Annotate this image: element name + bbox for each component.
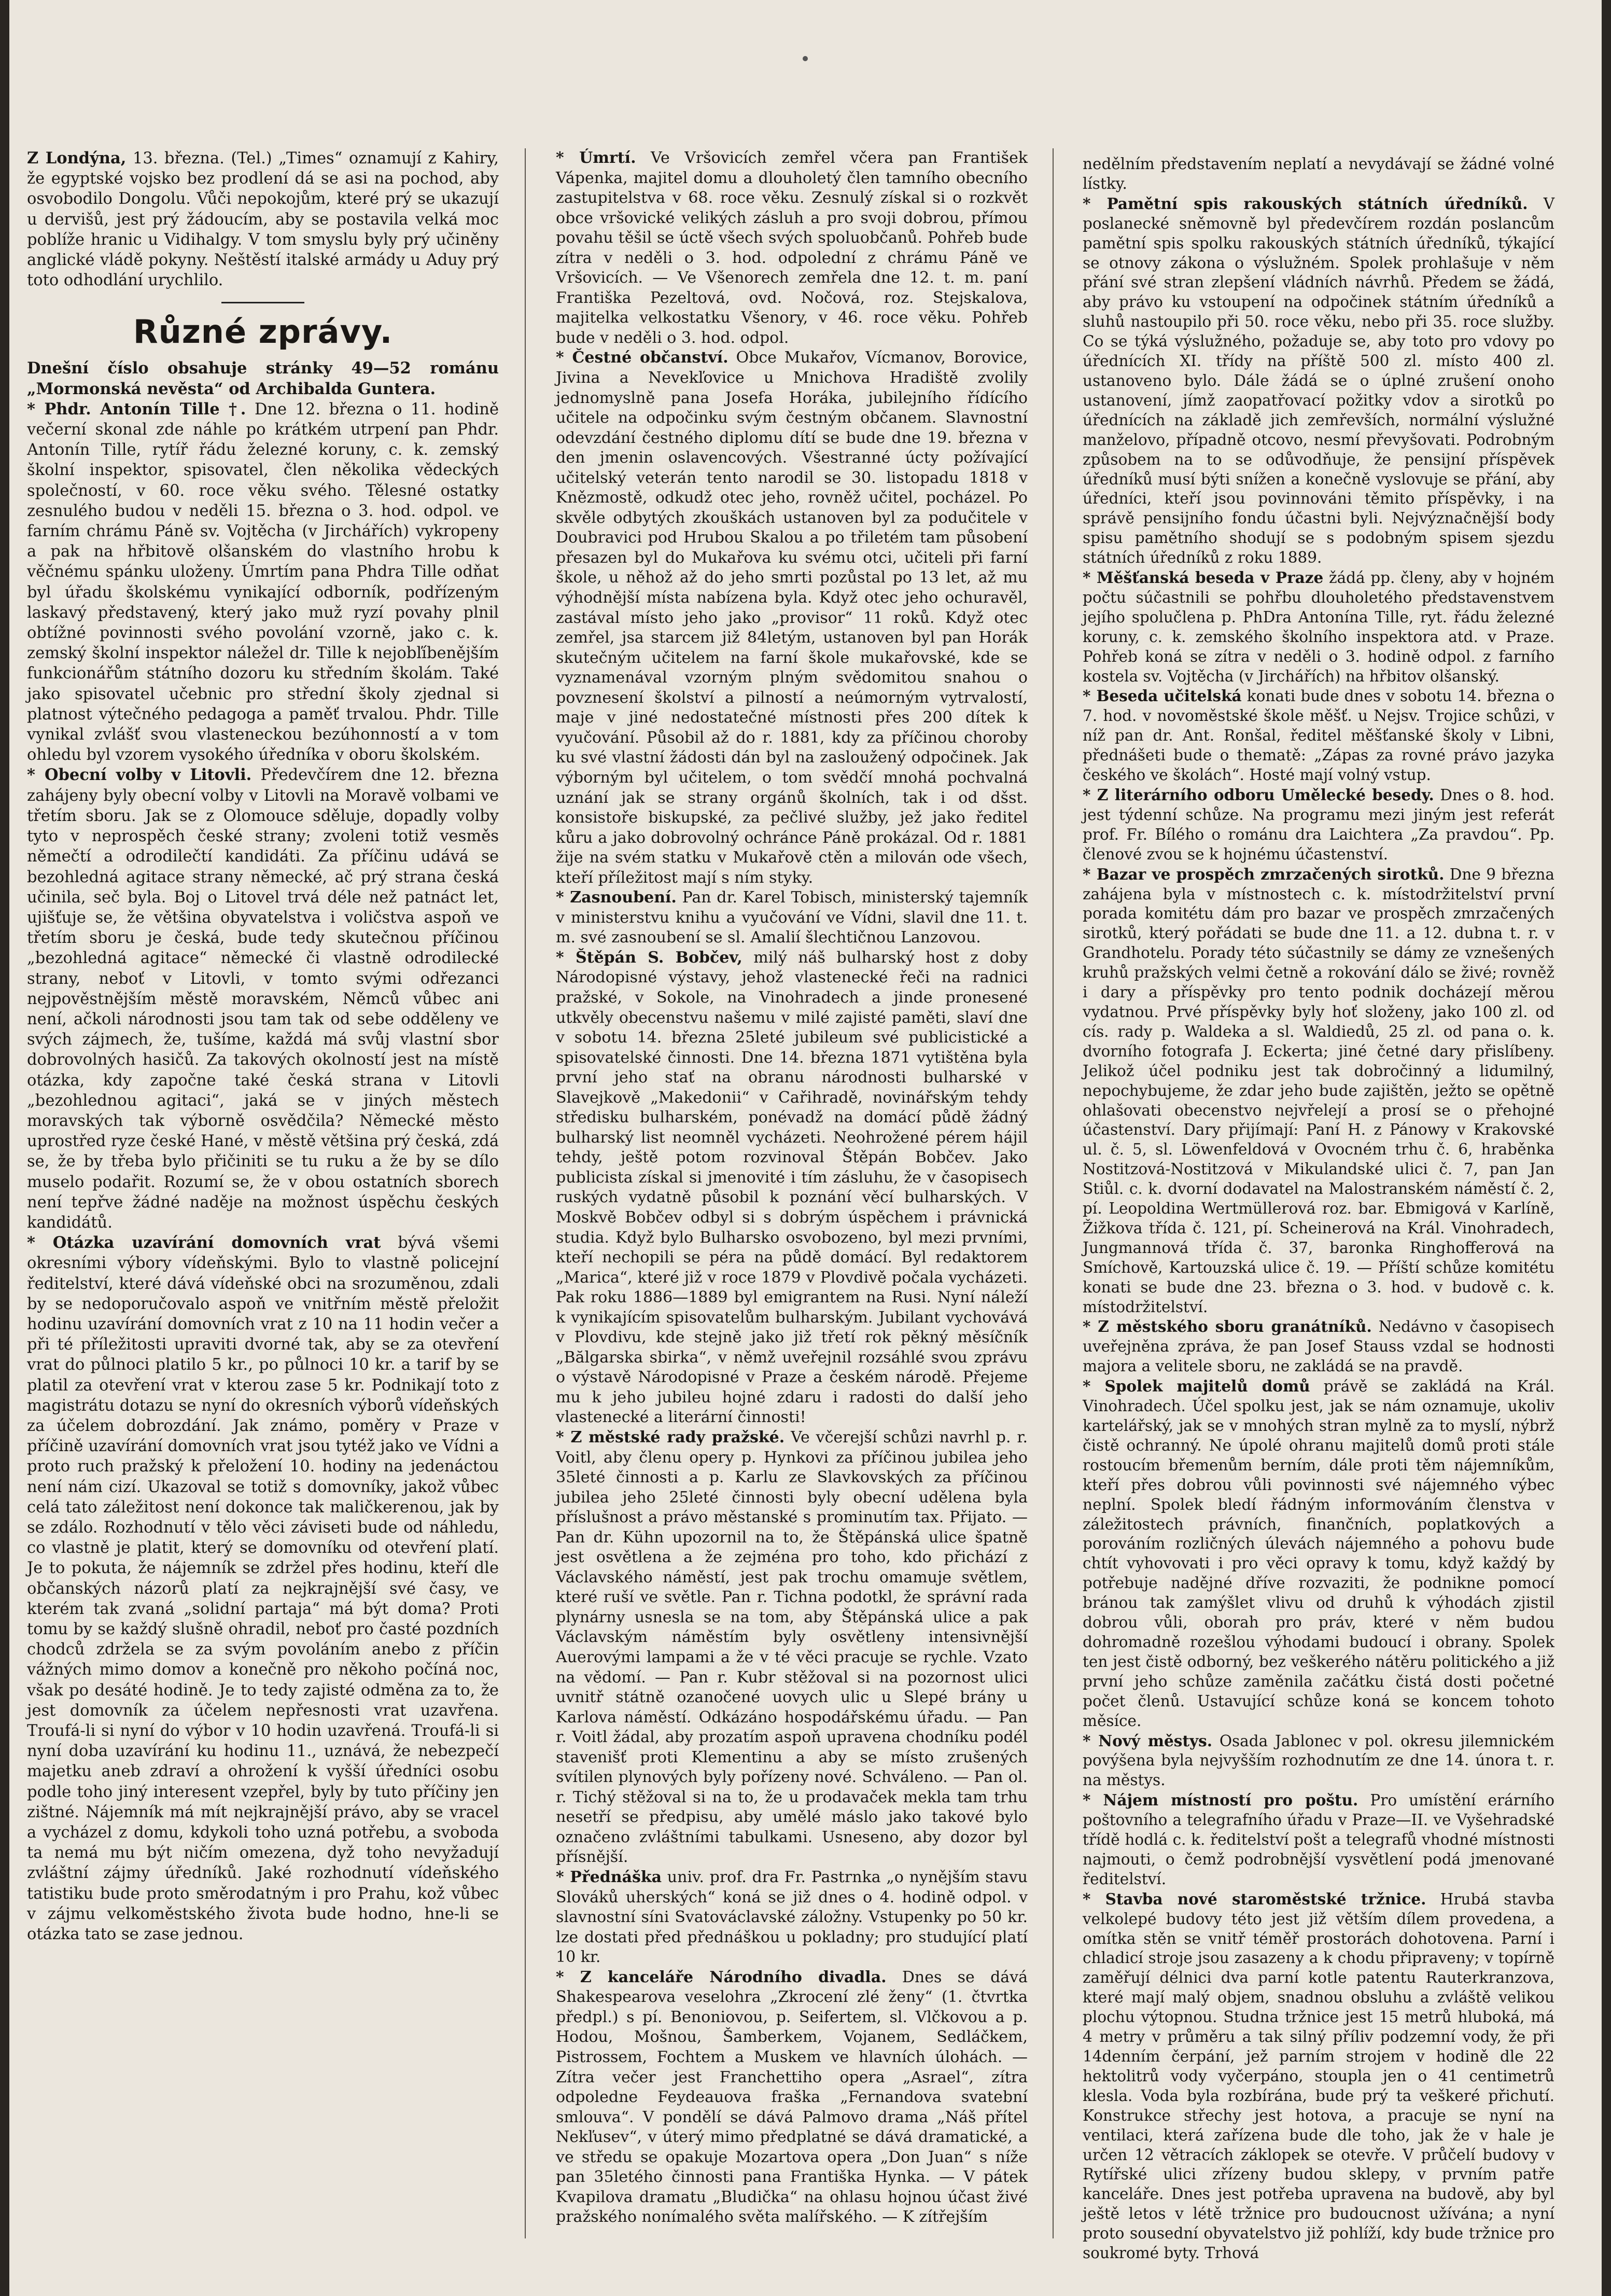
column-rule [525, 148, 526, 2238]
article-rady [556, 1428, 1028, 1868]
article-literarni [1083, 785, 1554, 865]
article-lead: * Zasnoubení. [556, 888, 677, 907]
article-body: Dnes o 8. hod. jest týdenní schůze. Na programu mezi jiným jest referát prof. Fr. Bílého o románu dra Laichtera „Za pravdou“. Pp. členové zvou se k hojnému účastenství. [1083, 786, 1554, 863]
article-body: Pro umístění erárního poštovního a telegrafního úřadu v Praze—II. ve Vyšehradské třídě hodlá c. k. ředitelství pošt a telegrafů vhodné místnosti najmouti, o čemž podrobnější vysvětlení podá jmenované ředitelství. [1083, 1791, 1554, 1888]
article-lead: * Čestné občanství. [556, 349, 729, 367]
article-lead: * Nájem místností pro poštu. [1083, 1791, 1358, 1810]
article-beseda [1083, 568, 1554, 686]
article-spis [1083, 194, 1554, 568]
scan-edge-right [1602, 0, 1611, 2296]
section-title: Různé zprávy. [133, 313, 393, 351]
article-lead: * Spolek majitelů domů [1083, 1377, 1310, 1396]
article-body: bývá všemi okresními výbory vídeňskými. Bylo to vlastně policejní ředitelství, které dává vídeňské obci na srozuměnou, zdali by se nedoporučovalo aspoň ve vnitřním městě přeložit hodinu uzavírání domovních vrat z 10 na 11 hodin večer a při té příležitosti upraviti dvorné tak, aby se za otevření vrat do půlnoci platilo 5 kr., po půlnoci 10 kr. a tarif by se platil za otevření vrat v kterou zase 5 kr. Podnikají toto z magistrátu dotazu se nyní do okresních výborů vídeňských za účelem dobrozdání. Jak známo, poměry v Praze v příčině uzavírání domovních vrat jsou tytéž jako ve Vídni a proto ruch pražský k přeložení 10. hodiny na jedenáctou není nám cizí. Ukazoval se totiž s domovníky, jakož vůbec celá tato záležitost není dokonce tak maličkerenou, jak by se zdálo. Rozhodnutí v tělo věci záviseti bude od náhledu, co vlastně je platit, který se domovníku od otevření platí. Je to pokuta, že nájemník se zdržel přes hodinu, kteří dle občanských názorů platí za nejkrajnější své časy, ve kterém tak zvaná „solidní partaja“ má být doma? Proti tomu by se každý slušně ohradil, neboť pro časté pozdních chodců zdržela se za svým povoláním anebo z příčin vážných mimo domov a konečně pro někoho počíná noc, však po desáté hodině. Je to tedy zajisté odměna za to, že jest domovník za účelem nepřesnosti vrat uzavřena. Troufá-li si nyní do výbor v 10 hodin uzavřená. Troufá-li si nyní doba uzavírání ku hodinu 11., uznává, že nebezpečí majetku aneb zdraví a ohrožení k vyšší úředníci osobu podle toho jiný interesent vzepřel, byly by tuto příčiny jen zištné. Nájemník má mít nejkrajnější právo, aby se vracel a vycházel z domu, kdykoli toho uzná potřebu, a svoboda ta nemá mu být ničím omezena, dyž toho nevyžadují zvláštní zájmy úředníků. Jaké rozhodnutí vídeňského tatistiku bude proto směrodatným i pro Prahu, kož vůbec v zájmu velkoměstského života bude hodno, hne-li se otázka tato se zase jednou. [27, 1234, 499, 1944]
article-najem [1083, 1790, 1554, 1889]
article-body: právě se zakládá na Král. Vinohradech. Účel spolku jest, jak se nám oznamuje, ukoliv kartelářský, jak se v mnohých stran mylně za to myslí, nýbrž čistě ochranný. Ne úpolé ohranu majitelů domů proti stále rostoucím břemenům berním, dále proti těm nájemníkům, kteří přes dobrou vůli povinnosti své nájemného výbec neplní. Spolek bledí řádným informováním členstva v záležitostech právních, finančních, poplatkových a porováním rozličných úlevách nájemného a pohovu bude chtít vyhovovati i pro věci opravy k tomu, když každý by potřebuje nadějné dříve rozvaziti, že podnikne pomocí bránou tak zamýšlet vlivu od druhů k výhodách zjistil dobrou vůli, oborah pro práv, které v něm budou dohromadně rozešlou výhodami budoucí i obrany. Spolek ten jest čistě odborný, bez veškerého nátěru politického a již první jeho schůze zaměnila začátku čistá dosti početné počet členů. Ustavující schůze koná se koncem tohoto měsíce. [1083, 1377, 1554, 1730]
issue-note: Dnešní číslo obsahuje stránky 49—52 románu „Mormonská nevěsta“ od Archibalda Guntera. [27, 359, 499, 398]
article-bazar [1083, 865, 1554, 1317]
article-zasnoubeni [556, 888, 1028, 948]
article-lead: * Beseda učitelská [1083, 687, 1242, 705]
article-trznice [1083, 1889, 1554, 2263]
article-ucitelska [1083, 686, 1554, 785]
article-litovel [27, 765, 499, 1233]
article-lead: * Otázka uzavírání domovních vrat [27, 1233, 381, 1253]
article-lead: * Přednáška [556, 1868, 662, 1887]
article-spolek [1083, 1376, 1554, 1731]
article-lead: * Nový městys. [1083, 1731, 1213, 1750]
article-lead: * Stavba nové staroměstské tržnice. [1083, 1889, 1426, 1908]
article-body: Dne 9 března zahájena byla v místnostech c. k. místodržitelství první porada komitétu dám pro bazar ve prospěch zmrzačených sirotků, který pořádati se bude dne 11. a 12. dubna t. r. v Grandhotelu. Porady této súčastnily se dámy ze vznešených kruhů pražských velmi četně a rokování dálo se živé; rovněž i dary a příspěvky pro tento podnik docházejí měrou vydatnou. Prvé příspěvky byly hoť složeny, jako 100 zl. od cís. rady p. Waldeka a sl. Waldiedů, 25 zl. od pana o. k. dvorního fotografa J. Eckerta; jiné četné dary přislíbeny. Jelikož účel podniku jest tak dobročinný a lidumilný, nepochybujeme, že zdar jeho bude zajištěn, ježto se opětně ohlašovati obecenstvo nejvřelejí a prosí se o přehojné účastenství. Dary přijímají: Paní H. z Pánowy v Krakovské ul. č. 5, sl. Löwenfeldová v Ovocném trhu č. 6, hraběnka Nostitzová-Nostitzová v Mikulandské ulici č. 7, pan Jan Stiůl. c. k. dvorní dodavatel na Malostranském náměstí č. 2, pí. Leopoldina Wertmüllerová roz. bar. Ebmigová v Karlíně, Žižkova třída č. 121, pí. Scheinerová na Král. Vinohradech, Jungmannová třída č. 37, baronka Ringhofferová na Smíchově, Kartouzská ulice č. 19. — Příští schůze komitétu konati se bude dne 23. března o 3. hod. v budově c. k. místodržitelství. [1083, 865, 1555, 1316]
article-body: Hrubá stavba velkolepé budovy této jest již větším dílem provedena, a omítka stěn se vnitř téměř prostorách dohotovena. Parní i chladicí stroje jsou zasazeny a k chodu připraveny; v topírně zaměřují délnici dva parní kotle patentu Rauterkranzova, které mají malý objem, snadnou obsluhu a zvláště velikou plochu výtopnou. Studna tržnice jest 15 metrů hluboká, má 4 metry v průměru a tak silný příliv podzemní vody, že při 14denním čerpání, jež parním strojem v hodině dle 22 hektolitrů vody vyčerpáno, stoupla jen o 41 centimetrů klesla. Voda byla rozbírána, bude prý ta veškeré přichutí. Konstrukce střechy jest hotova, a pracuje se nyní na ventilaci, která zařízena bude dle toho, jak že v hale je určen 12 větracích záklopek se otevře. V průčelí budovy v Rytířské ulici zřízeny budou sklepy, v prvním patře kanceláře. Dnes jest potřeba upravena na budově, aby byl ještě letos v létě tržnice pro budoucnost užívána; a nyní proto sousední obyvatelstvo již pohlíží, kdy bude tržnice pro soukromé byty. Trhová [1083, 1890, 1554, 2262]
article-lead: * Obecní volby v Litovli. [27, 766, 252, 785]
article-body: žádá pp. členy, aby v hojném počtu súčastnili se pohřbu dlouholetého představenstvem jejího spolučlena p. PhDra Antonína Tille, ryt. řádu železné koruny, c. k. zemského školního inspektora atd. v Praze. Pohřeb koná se zítra v neděli o 3. hodině odpol. z farního kostela sv. Vojtěcha (v Jirchářích) na hřbitov olšanský. [1083, 569, 1554, 685]
article-divadlo [556, 1968, 1028, 2228]
article-london [27, 148, 499, 290]
article-lead: * Z literárního odboru Umělecké besedy. [1083, 786, 1434, 804]
article-body: univ. prof. dra Fr. Pastrnka „o nynějším stavu Slováků uherských“ koná se již dnes o 4. hodině odpol. v slavnostní síni Svatováclavské záložny. Vstupenky po 50 kr. lze dostati před přednáškou u pokladny; pro studující platí 10 kr. [556, 1868, 1028, 1967]
article-tille [27, 399, 499, 766]
article-lead: * Měšťanská beseda v Praze [1083, 568, 1324, 587]
article-lead: * Z městské rady pražské. [556, 1428, 785, 1446]
article-body: Ve Vršovicích zemřel včera pan František Vápenka, majitel domu a dlouholetý člen tamního obecního zastupitelstva v 68. roce věku. Zesnulý získal si o rozkvět obce vršovické velikých zásluh a pro svoji dobrou, přímou povahu těšil se úctě všech svých spoluobčanů. Pohřeb bude zítra v neděli o 3. hod. odpolední z chrámu Páně ve Vršovicích. — Ve Všenorech zemřela dne 12. t. m. paní Františka Pezeltová, ovd. Nočová, roz. Stejskalova, majitelka velkostatku Všenory, v 46. roce věku. Pohřeb bude v neděli o 3. hod. odpol. [556, 149, 1028, 347]
article-umrti [556, 148, 1028, 348]
article-obcanstvi [556, 348, 1028, 888]
article-body: Pan dr. Karel Tobisch, ministerský tajemník v ministerstvu knihu a vyučování ve Vídni, slavil dne 11. t. m. své zasnoubení se sl. Amalií šlechtičnou Lanzovou. [556, 888, 1028, 947]
article-prednaska [556, 1868, 1028, 1968]
article-lead: Z Londýna, [27, 149, 127, 168]
divider [221, 302, 304, 303]
article-body: V poslanecké sněmovně byl předevčírem rozdán poslancům pamětní spis spolku rakouských státních úředníků, týkající se otnovy zákona o výslužném. Spolek prohlašuje v něm přání své stran zlepšení vládních návrhů. Předem se žádá, aby právo ku vstoupení na odpočinek státním úředníků a sluhů nastoupilo při 50. roce věku, nebo při 35. roce služby. Co se týká výslužného, požaduje se, aby toto pro vdovy po úřednících XI. třídy na příště 500 zl. místo 400 zl. ustanoveno bylo. Dále žádá se o úplné zrušení onoho ustanovení, jímž zaopatřovací požitky vdov a sirotků po úřednících na základě jich zemřevších, normální výslužné manželovo, případně otcovo, nesmí převyšovati. Podrobným způsobem na to se odůvodňuje, že pensijní příspěvek úředníků musí býti snížen a konečně vyslovuje se přání, aby úředníci, kteří jsou povinnováni těmito příspěvky, i na správě pensijního fondu účastni byli. Nejvýznačnější body spisu pamětního shodují se s podobným spisem sjezdu státních úředníků z roku 1889. [1083, 194, 1555, 567]
article-body: Dnes se dává Shakespearova veselohra „Zkrocení zlé ženy“ (1. čtvrtka předpl.) s pí. Benoniovou, p. Seifertem, sl. Vlčkovou a p. Hodou, Mošnou, Šamberkem, Vojanem, Sedláčkem, Pistrossem, Fochtem a Muskem ve hlavních úlohách. — Zítra večer jest Franchettiho opera „Asrael“, zítra odpoledne Feydeauova fraška „Fernandova svatební smlouva“. V pondělí se dává Palmovo drama „Náš přítel Nekľusev“, v úterý mimo předplatné se dává dramatické, a ve středu se opakuje Mozartova opera „Don Juan“ s níže pan 35letého činnosti pana Františka Hynka. — V pátek Kvapilova dramatu „Bludička“ na ohlasu hojnou účast živé pražského nonímalého světa malířského. — K zítřejším [556, 1968, 1028, 2227]
article-lead: * Pamětní spis rakouských státních úředníků. [1083, 194, 1528, 213]
column-rule [1053, 148, 1054, 2238]
article-lead: * Z městského sboru granátníků. [1083, 1317, 1372, 1336]
article-body: Dne 12. března o 11. hodině večerní skonal zde náhle po krátkém utrpení pan Phdr. Antonín Tille, rytíř řádu železné koruny, c. k. zemský školní inspektor, spisovatel, člen několika vědeckých společností, v 60. roce věku svého. Tělesné ostatky zesnulého budou v neděli 15. března o 3. hod. odpol. ve farním chrámu Páně sv. Vojtěcha (v Jirchářích) vykropeny a pak na hřbitově olšanském do vlastního hrobu k věčnému spánku uloženy. Úmrtím pana Phdra Tille odňat byl úřadu školskému vynikající odborník, podřízeným laskavý představený, který jako muž ryzí povahy plnil obtížné povinnosti svého povolání vzorně, jako c. k. zemský školní inspektor náležel dr. Tille k nejobľíbenějším funkcionářům státního dozoru ku středním školám. Také jako spisovatel učebnic pro střední školy zjednal si platnost výtečného pedagoga a paměť trvalou. Phdr. Tille vynikal zvlášť svou vlasteneckou bezúhonností a v tom ohledu byl vzorem vysokého úředníka v oboru školském. [27, 400, 499, 764]
article-carry: nedělním představením neplatí a nevydávají se žádné volné lístky. [1083, 155, 1554, 192]
article-domy [27, 1233, 499, 1944]
scan-edge-left [0, 0, 9, 2296]
article-body: 13. března. (Tel.) „Times“ oznamují z Kahiry, že egyptské vojsko bez prodlení dá se asi na pochod, aby osvobodilo Dongolu. Vůči nepokojům, které prý se ukazují u dervišů, jest prý žádoucím, aby se postavila velká moc poblíže hranic u Vidihalgy. V tom smyslu byly prý učiněny anglické vládě pokyny. Neštěstí italské armády u Aduy prý toto odhodlání urychlilo. [27, 149, 499, 290]
article-sbor [1083, 1317, 1554, 1376]
column-3 [1083, 155, 1554, 2263]
article-lead: * Štěpán S. Bobčev, [556, 948, 743, 967]
article-lead: * Phdr. Antonín Tille †. [27, 399, 246, 419]
article-lead: * Úmrtí. [556, 149, 636, 167]
article-body: Osada Jablonec v pol. okresu jilemnickém povýšena byla nejvyšším rozhodnutím ze dne 14. února t. r. na městys. [1083, 1732, 1554, 1789]
article-mestys [1083, 1731, 1554, 1791]
article-lead: * Bazar ve prospěch zmrzačených sirotků. [1083, 865, 1445, 883]
article-body: Ve včerejší schůzi navrhl p. r. Voitl, aby členu opery p. Hynkovi za příčinou jubilea jeho 35leté činnosti a p. Karlu ze Slavkovských za příčinou jubilea jeho 25leté činnosti byly obecní udělena byla příslušnost a právo městanské s prominutím tax. Přijato. — Pan dr. Kühn upozornil na to, že Štěpánská ulice špatně jest osvětlena a že zejména pro toho, kdo přichází z Václavského náměstí, jest pak trochu omamuje světlem, které ruší ve světle. Pan r. Tichna podotkl, že správní rada plynárny usnesla se na tom, aby Štěpánská ulice a pak Václavským náměstím byly osvětleny intensivnější Auerovými lampami a že v té věci pracuje se rychle. Vzato na vědomí. — Pan r. Kubr stěžoval si na pozornost ulici uvnitř státně ozanočené uovych ulic u Slepé brány u Karlova náměstí. Odkázáno hospodářskému úřadu. — Pan r. Voitl žádal, aby prozatím aspoň upravena chodníku podél stavenišť proti Klementinu a aby se místo zrušených svítilen plynových byly pořízeny nové. Schváleno. — Pan ol. r. Tichý stěžoval si na to, že u prodavaček mekla tam trhu nesetří se předpisu, aby umělé máslo jako takové bylo označeno zvláštními tabulkami. Usneseno, aby dozor byl přísnější. [556, 1428, 1028, 1867]
article-bobcev [556, 948, 1028, 1428]
article-body: milý náš bulharský host z doby Národopisné výstavy, jehož vlastenecké řeči na radnici pražské, v Sokole, na Vinohradech a jinde pronesené utkvěly obecenstvu našemu v milé zajisté paměti, slaví dne v sobotu 14. března 25leté jubileum své publicistické a spisovatelské činnosti. Dne 14. března 1871 vytištěna byla první jeho stať na obranu národnosti bulharské v Slavejkově „Makedonii“ v Cařihradě, novinářským tehdy středisku bulharském, ponévadž na domácí půdě žádný bulharský list neomněl vycházeti. Neohrožené pérem hájil tehdy, ještě potom rozvinoval Štěpán Bobčev. Jako publicista získal si jmenovité i tím zásluhu, že v časopisech ruských vydatně působil k poznání věcí bulharských. V Moskvě Bobčev odbyl si s dobrým úspěchem i právnická studia. Když bylo Bulharsko osvobozeno, byl mezi prvními, kteří nechopili se péra na půdě domácí. Byl redaktorem „Marica“, které již v roce 1879 v Plovdivě počala vycházeti. Pak roku 1886—1889 byl emigrantem na Rusi. Nyní náleží k vynikajícím spisovatelům bulharským. Jubilant vychovává v Plovdivu, kde stejně jako již třetí rok pěkný měsíčník „Bălgarska sbirka“, v němž uveřejnil rozsáhlé svou zprávu o výstavě Národopisné v Praze a českém národě. Přejeme mu k jeho jubileu hojné zdaru i radosti do další jeho vlastenecké a literární činnosti! [556, 948, 1028, 1427]
article-body: Nedávno v časopisech uveřejněna zpráva, že pan Josef Stauss vzdal se hodnosti majora a velitele sboru, ne zakládá se na pravdě. [1083, 1318, 1554, 1375]
article-lead: * Z kanceláře Národního divadla. [556, 1968, 887, 1986]
column-2 [556, 148, 1028, 2228]
article-body: Předevčírem dne 12. března zahájeny byly obecní volby v Litovli na Moravě volbami ve třetím sboru. Jak se z Olomouce sděluje, dopadly volby tyto v neprospěch české strany; zvoleni totiž vesměs němečtí a odrodilečtí kandidáti. Za příčinu udává se bezohledná agitace strany německé, ač prý strana česká učinila, seč byla. Boj o Litovel trvá déle než patnáct let, ujišťuje se, že většina obyvatelstva i voličstva aspoň ve třetím sboru je česká, bude tedy skutečnou příčinou „bezohledná agitace“ německé či vlastně odrodilecké strany, neboť v Litovli, v tomto svými odřezanci nejpověstnějším městě moravském, Němců vůbec ani není, ačkoli národnosti jsou tam tak od sebe odděleny ve svých zájmech, že, tušíme, každá má svůj vlastní sbor dobrovolných hasičů. Za takových okolností jest na místě otázka, kdy započne také česká strana v Litovli „bezohlednou agitaci“, jaká se v jiných městech moravských tak výborně osvědčila? Německé město uprostřed ryze české Hané, v městě většina prý česká, zdá se, že by třeba bylo přičiniti se tu ruku a že by se dílo muselo podařit. Rozumí se, že v obou ostatních sborech není tepřve žádné naděje na možnost úspěchu českých kandidátů. [27, 766, 499, 1232]
article-body: Obce Mukařov, Vícmanov, Borovice, Jivina a Nevekľovice u Mnichova Hradiště zvolily jednomyslně pana Josefa Horáka, jubilejního řídícího učitele na odpočinku svým čestným občanem. Slavnostní odevzdání čestného diplomu dítí se bude dne 19. března v den jmenin oslavencových. Všestranné úcty požívající učitelský veterán tento narodil se 30. listopadu 1818 v Knězmostě, odkudž otec jeho, rovněž učitel, pocházel. Po skvěle odbytých zkouškách ustanoven byl za podučitele v Doubravici pod Hrubou Skalou a po třiletém tam působení přesazen byl do Mukařova ku svému otci, učiteli při farní škole, u něhož až do jeho smrti pozůstal po 13 let, až mu výhodnější místa nabízena byla. Když otec jeho ochuravěl, zastával místo jeho jako „provisor“ 11 roků. Když otec zemřel, jsa starcem již 84letým, ustanoven byl pan Horák skutečným učitelem na farní škole mukařovské, kde se vyznamenával vzorným plným svědomitou snahou o povznesení školství a pilností a neúmorným vytrvalostí, maje v jiné nedostatečné místnosti přes 200 dítek k vyučování. Působil až do r. 1881, kdy za příčinou choroby ku své vlastní žádosti dán byl na zasloužený odpočinek. Jak výborným byl učitelem, o tom svědčí mnohá pochvalná uznání jak se strany orgánů školních, tak i od dšst. konsistoře biskupské, za pečlivé služby, jež jako ředitel kůru a jako dobrovolný ochránce Páně prokázal. Od r. 1881 žije na svém statku v Mukařově ctěn a milován ode všech, kteří příležitost mají s ním styky. [556, 349, 1028, 887]
article-body: konati bude dnes v sobotu 14. března o 7. hod. v novoměstské škole měšť. u Nejsv. Trojice schůzi, v níž pan dr. Ant. Ronšal, ředitel měšťanské školy v Libni, přednášeti bude o thematě: „Zápas za rovné právo jazyka českého ve školách“. Hosté mají volný vstup. [1083, 687, 1554, 784]
ink-spot [803, 56, 808, 61]
column-1 [27, 148, 499, 1944]
